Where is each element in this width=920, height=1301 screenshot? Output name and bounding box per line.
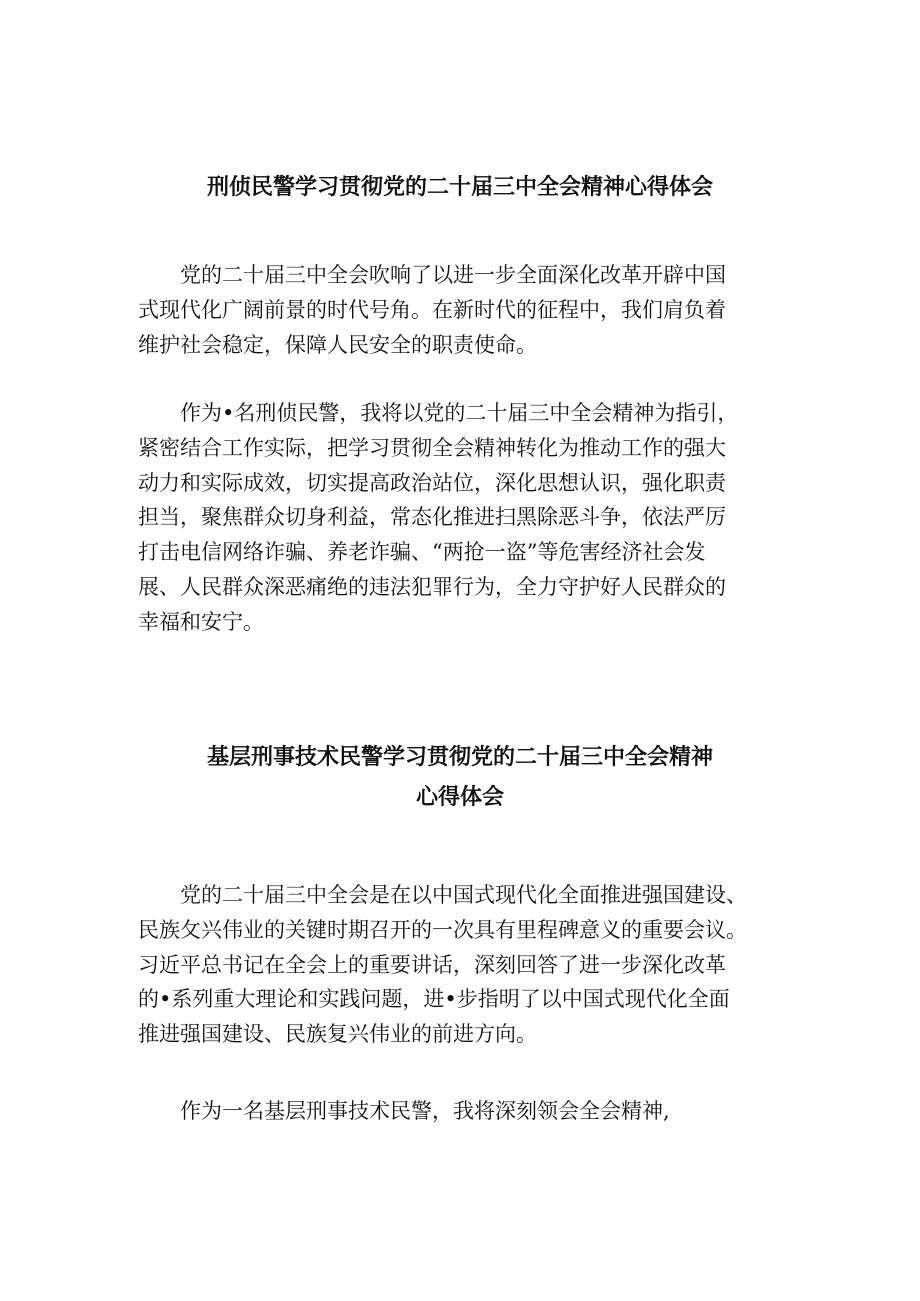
text-line: 党的二十届三中全会是在以中国式现代化全面推进强国建设、 <box>180 883 747 907</box>
text-line: 式现代化广阔前景的时代号角。在新时代的征程中，我们肩负着 <box>138 297 726 322</box>
section1-paragraph-2 <box>138 396 788 640</box>
text-line: 紧密结合工作实际，把学习贯彻全会精神转化为推动工作的强大 <box>138 435 726 460</box>
section2-paragraph-1 <box>138 878 788 1052</box>
title-line: 心得体会 <box>415 785 504 810</box>
text-line: 习近平总书记在全会上的重要讲话，深刻回答了进一步深化改革 <box>138 952 726 977</box>
text-line: 展、人民群众深恶痛绝的违法犯罪行为，全力守护好人民群众的 <box>138 574 726 599</box>
text-line: 打击电信网络诈骗、养老诈骗、“两抢一盗”等危害经济社会发 <box>138 540 706 565</box>
text-line: 的•系列重大理论和实践问题，进•步指明了以中国式现代化全面 <box>138 987 730 1012</box>
text-line: 作为•名刑侦民警，我将以党的二十届三中全会精神为指引， <box>180 401 739 425</box>
text-line: 动力和实际成效，切实提高政治站位，深化思想认识，强化职责 <box>138 470 726 495</box>
text-line: 民族攵兴伟业的关键时期召开的一次具有里程碑意义的重要会议。 <box>138 917 747 942</box>
section1-paragraph-1 <box>138 258 788 362</box>
text-line: 幸福和安宁。 <box>138 609 264 634</box>
title-line: 基层刑事技术民警学习贯彻党的二十届三中全会精神 <box>206 745 713 770</box>
text-line: 维护社会稳定，保障人民安全的职责使命。 <box>138 332 537 357</box>
text-line: 推进强国建设、民族复兴伟业的前进方向。 <box>138 1022 537 1047</box>
text-line: 党的二十届三中全会吹响了以进一步全面深化改革开辟中国 <box>180 263 726 287</box>
section2-paragraph-2 <box>138 1094 788 1129</box>
section2-title <box>100 738 820 818</box>
text-line: 作为一名基层刑事技术民警，我将深刻领会全会精神, <box>180 1099 670 1123</box>
section1-title: 刑侦民警学习贯彻党的二十届三中全会精神心得体会 <box>206 175 713 200</box>
text-line: 担当，聚焦群众切身利益，常态化推进扫黑除恶斗争，依法严厉 <box>138 505 726 530</box>
